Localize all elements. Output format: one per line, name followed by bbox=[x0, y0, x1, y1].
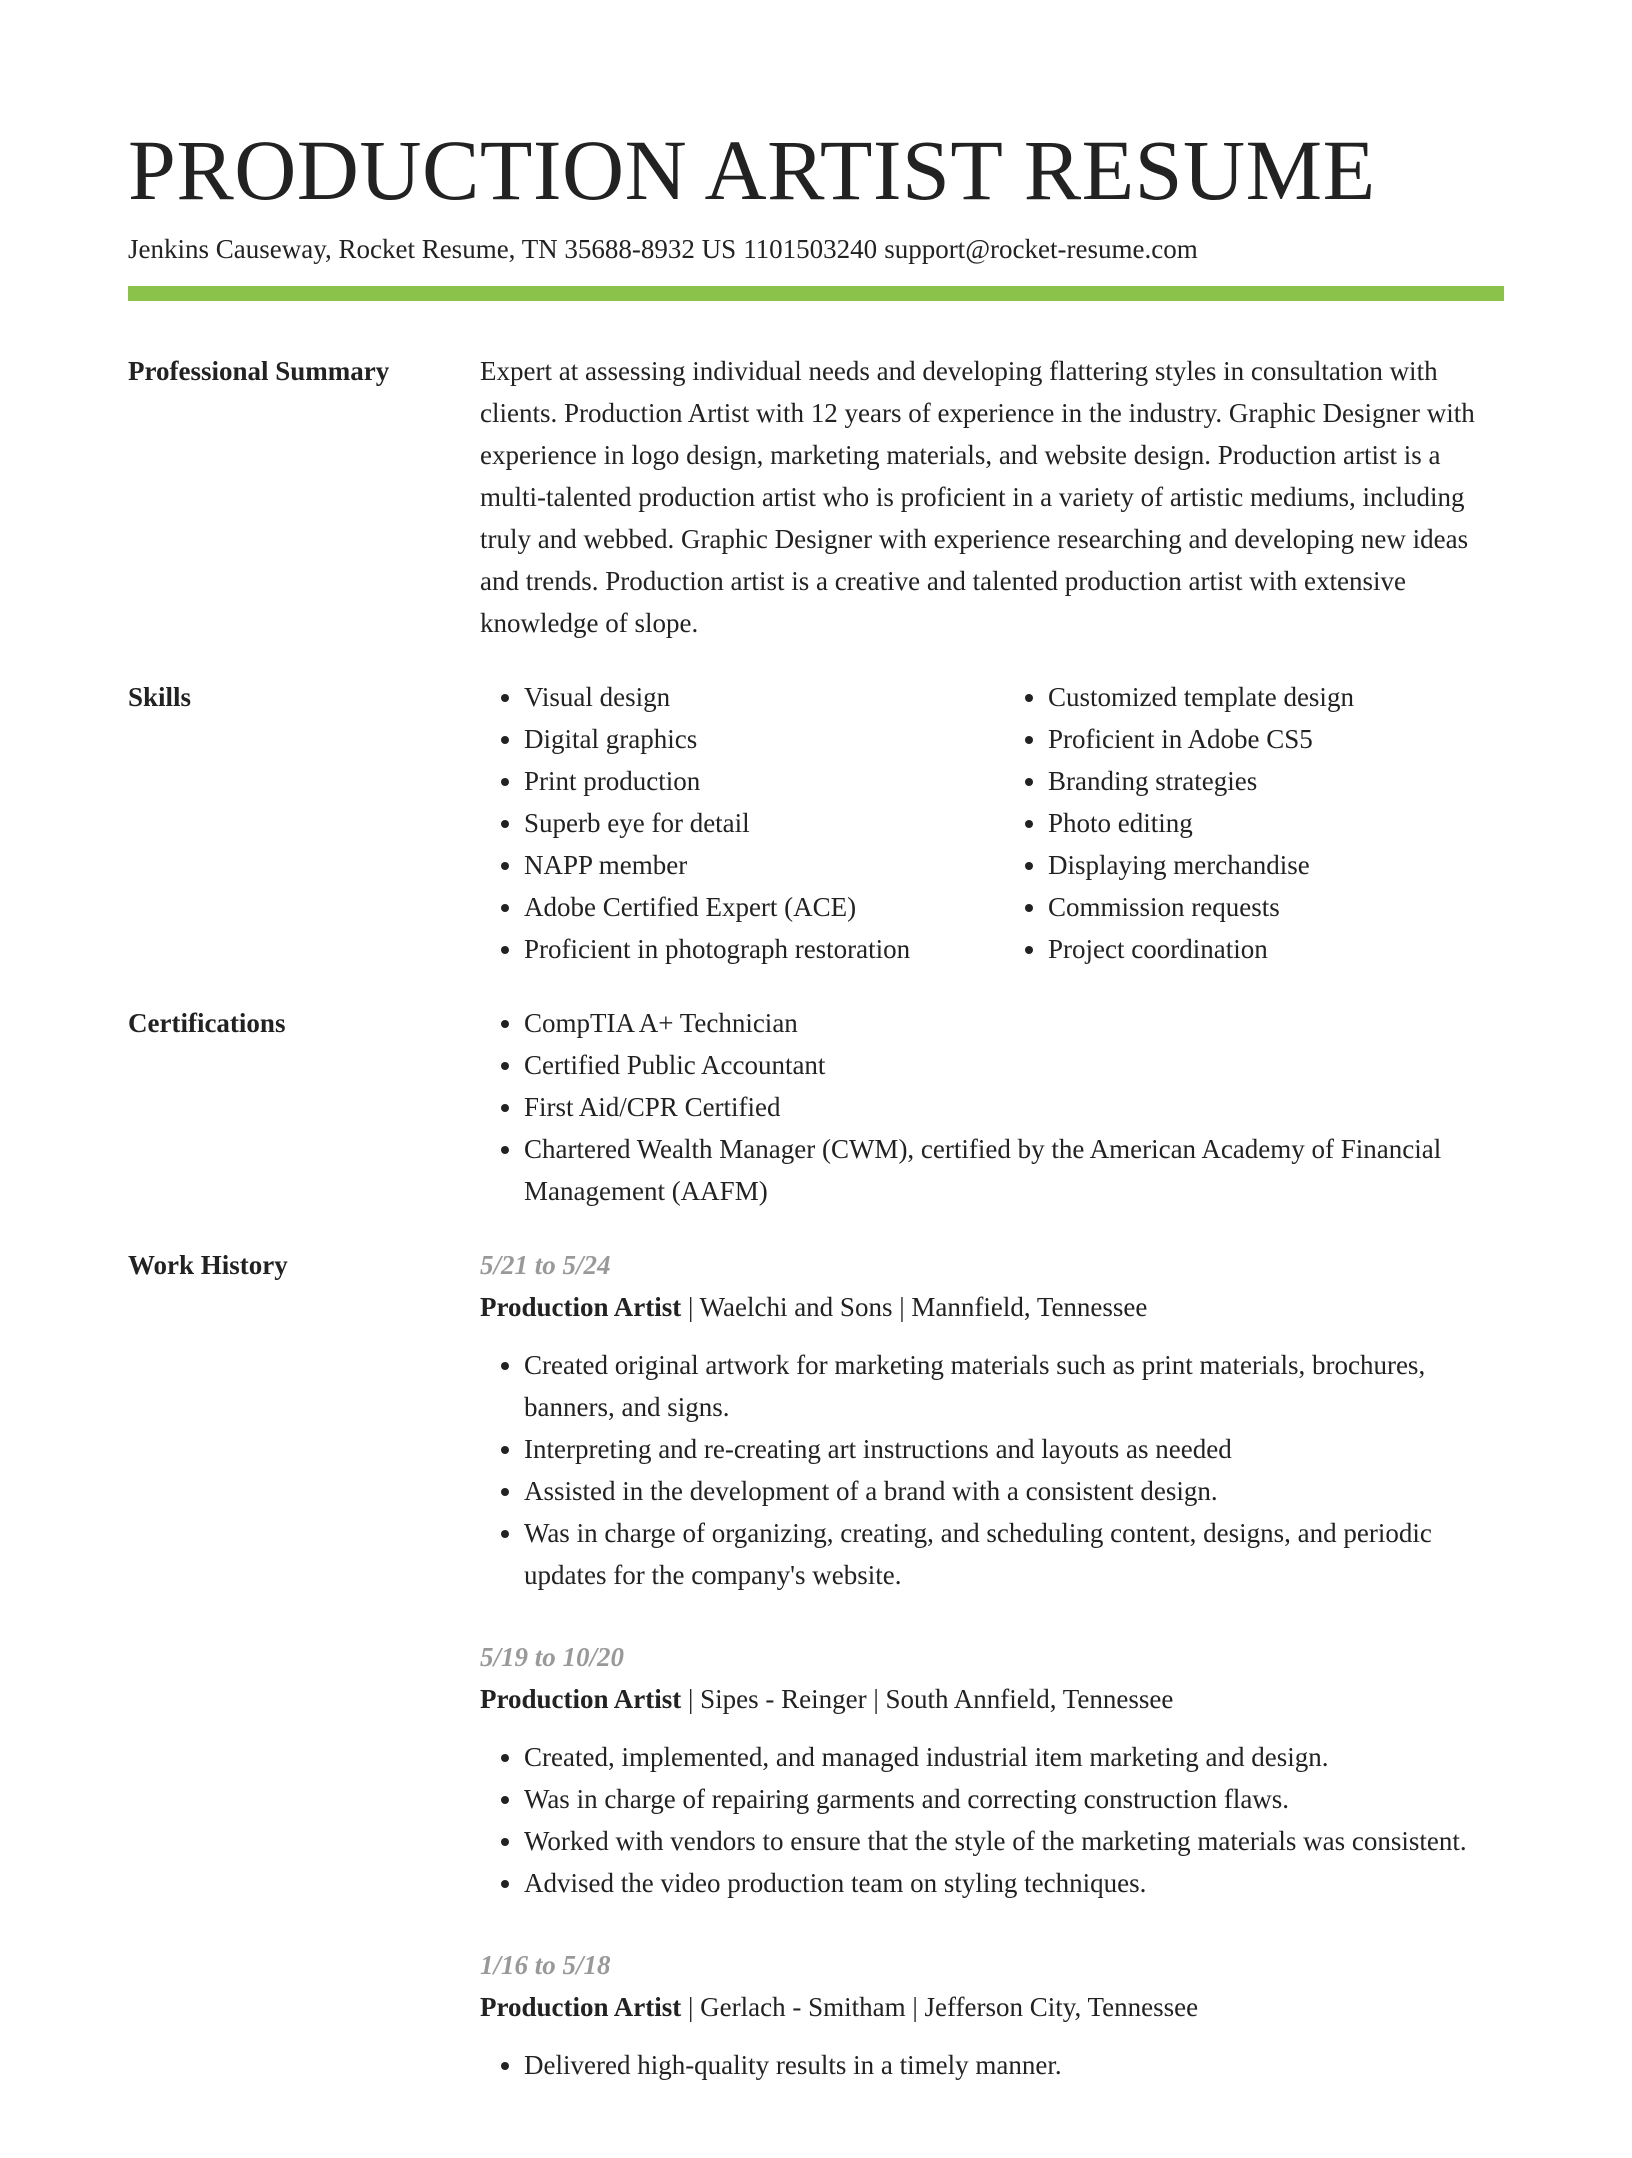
section-label-work-history: Work History bbox=[128, 1250, 288, 1280]
contact-line bbox=[128, 232, 1198, 266]
job-entry bbox=[480, 1944, 1504, 2086]
job-dates: 5/21 to 5/24 bbox=[480, 1250, 611, 1280]
skill-item: • Branding strategies bbox=[1048, 760, 1508, 802]
job-company-location: | Gerlach - Smitham | Jefferson City, Tennessee bbox=[681, 1992, 1199, 2022]
skill-item: • Adobe Certified Expert (ACE) bbox=[524, 886, 984, 928]
skill-item: • Displaying merchandise bbox=[1048, 844, 1508, 886]
job-duties-list bbox=[480, 1344, 1504, 1596]
job-duty-item: • Delivered high-quality results in a timely manner. bbox=[524, 2044, 1504, 2086]
skill-item: • Project coordination bbox=[1048, 928, 1508, 970]
job-duty-item: • Was in charge of repairing garments and correcting construction flaws. bbox=[524, 1778, 1504, 1820]
skill-item: • Print production bbox=[524, 760, 984, 802]
accent-divider bbox=[128, 286, 1504, 301]
certification-item: • CompTIA A+ Technician bbox=[524, 1002, 1504, 1044]
job-title-line bbox=[480, 1286, 1504, 1328]
skills-list-column-1 bbox=[480, 676, 984, 970]
summary-text: Expert at assessing individual needs and developing flattering styles in consultation with clients. Production Artist with 12 years of experience in the industry. Graphic Designer with experience in logo design, marketing materials, and website design. Production artist is a multi-talented production artist who is proficient in a variety of artistic mediums, including truly and webbed. Graphic Designer with experience researching and developing new ideas and trends. Production artist is a creative and talented production artist with extensive knowledge of slope. bbox=[480, 356, 1475, 638]
job-title: Production Artist bbox=[480, 1292, 682, 1322]
certifications-list bbox=[480, 1002, 1504, 1212]
skill-item: • Proficient in Adobe CS5 bbox=[1048, 718, 1508, 760]
job-entry bbox=[480, 1636, 1504, 1904]
job-title-line bbox=[480, 1678, 1504, 1720]
skill-item: • Commission requests bbox=[1048, 886, 1508, 928]
section-professional-summary bbox=[128, 350, 1504, 644]
section-skills bbox=[128, 676, 1504, 970]
job-title-line bbox=[480, 1986, 1504, 2028]
certification-item: • Chartered Wealth Manager (CWM), certified by the American Academy of Financial Management (AAFM) bbox=[524, 1128, 1504, 1212]
contact-email: support@rocket-resume.com bbox=[884, 234, 1198, 264]
section-label-certifications: Certifications bbox=[128, 1008, 286, 1038]
section-label-summary: Professional Summary bbox=[128, 356, 390, 386]
job-duty-item: • Assisted in the development of a brand with a consistent design. bbox=[524, 1470, 1504, 1512]
job-duty-item: • Was in charge of organizing, creating, and scheduling content, designs, and periodic updates for the company's website. bbox=[524, 1512, 1504, 1596]
job-entry bbox=[480, 1244, 1504, 1596]
skill-item: • Digital graphics bbox=[524, 718, 984, 760]
skill-item: • NAPP member bbox=[524, 844, 984, 886]
skills-list-column-2 bbox=[1004, 676, 1508, 970]
section-certifications bbox=[128, 1002, 1504, 1212]
section-work-history bbox=[128, 1244, 1504, 2126]
skill-item: • Proficient in photograph restoration bbox=[524, 928, 984, 970]
job-title: Production Artist bbox=[480, 1684, 682, 1714]
resume-content bbox=[128, 350, 1504, 2158]
resume-title: PRODUCTION ARTIST RESUME bbox=[128, 122, 1376, 218]
job-duties-list bbox=[480, 1736, 1504, 1904]
job-duty-item: • Advised the video production team on styling techniques. bbox=[524, 1862, 1504, 1904]
skill-item: • Photo editing bbox=[1048, 802, 1508, 844]
section-label-skills: Skills bbox=[128, 682, 192, 712]
skill-item: • Visual design bbox=[524, 676, 984, 718]
job-company-location: | Sipes - Reinger | South Annfield, Tennessee bbox=[681, 1684, 1174, 1714]
job-title: Production Artist bbox=[480, 1992, 682, 2022]
job-dates: 1/16 to 5/18 bbox=[480, 1950, 611, 1980]
job-duty-item: • Created original artwork for marketing materials such as print materials, brochures, banners, and signs. bbox=[524, 1344, 1504, 1428]
certification-item: • First Aid/CPR Certified bbox=[524, 1086, 1504, 1128]
job-duty-item: • Interpreting and re-creating art instructions and layouts as needed bbox=[524, 1428, 1504, 1470]
skill-item: • Superb eye for detail bbox=[524, 802, 984, 844]
job-dates: 5/19 to 10/20 bbox=[480, 1642, 625, 1672]
job-duties-list bbox=[480, 2044, 1504, 2086]
contact-phone: 1101503240 bbox=[743, 234, 878, 264]
job-company-location: | Waelchi and Sons | Mannfield, Tennessee bbox=[681, 1292, 1148, 1322]
certification-item: • Certified Public Accountant bbox=[524, 1044, 1504, 1086]
job-duty-item: • Worked with vendors to ensure that the style of the marketing materials was consistent. bbox=[524, 1820, 1504, 1862]
contact-address: Jenkins Causeway, Rocket Resume, TN 35688-8932 US bbox=[128, 234, 737, 264]
skill-item: • Customized template design bbox=[1048, 676, 1508, 718]
job-duty-item: • Created, implemented, and managed industrial item marketing and design. bbox=[524, 1736, 1504, 1778]
